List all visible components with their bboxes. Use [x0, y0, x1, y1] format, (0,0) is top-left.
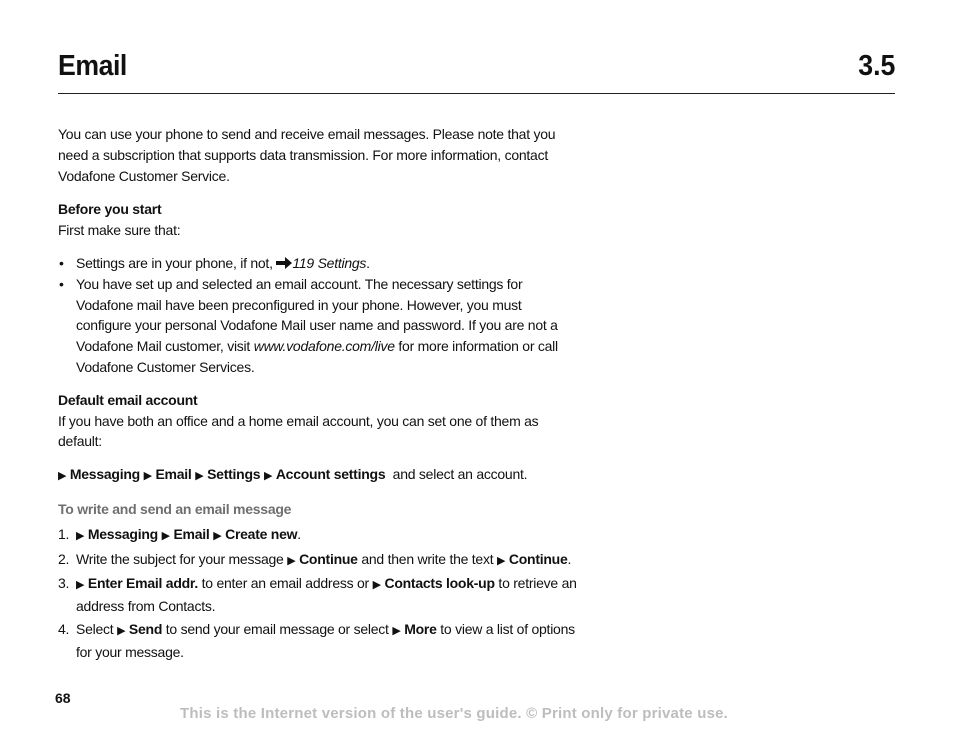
play-arrow-icon: ▶	[143, 470, 152, 483]
list-item: 3. ▶ Enter Email addr. to enter an email address or ▶ Contacts look-up to retrieve an address from Contacts.	[58, 575, 577, 615]
footer-notice: This is the Internet version of the user's guide. © Print only for private use.	[180, 705, 729, 722]
main-content	[58, 124, 578, 665]
settings-reference: 119 Settings	[292, 254, 367, 271]
vodafone-live-link[interactable]: www.vodafone.com/live	[253, 338, 395, 355]
intro-paragraph: You can use your phone to send and receive email messages. Please note that you need a subscription that supports data transmission. For more information, contact Vodafone Customer Service.	[58, 126, 556, 184]
play-arrow-icon: ▶	[117, 624, 126, 637]
play-arrow-icon: ▶	[58, 470, 67, 483]
page-number: 68	[55, 690, 71, 706]
play-arrow-icon: ▶	[287, 554, 296, 567]
before-lead: First make sure that:	[58, 222, 181, 239]
list-item: • You have set up and selected an email account. The necessary settings for Vodafone mail have been preconfigured in your phone. However, you must configure your personal Vodafone Mail user name and password. If you are not a Vodafone Mail customer, visit www.vodafone.com/live for more information or call Vodafone Customer Services.	[58, 274, 578, 378]
before-heading: Before you start	[58, 201, 162, 218]
list-item: 1. ▶ Messaging ▶ Email ▶ Create new.	[58, 525, 301, 542]
write-heading: To write and send an email message	[58, 500, 292, 517]
right-arrow-icon	[276, 254, 292, 266]
play-arrow-icon: ▶	[263, 470, 273, 483]
play-arrow-icon: ▶	[76, 529, 85, 542]
list-item: • Settings are in your phone, if not, 119 Settings.	[58, 253, 578, 274]
play-arrow-icon: ▶	[161, 529, 170, 542]
menu-path: ▶ Messaging ▶ Email ▶ Settings ▶ Account settings and select an account.	[58, 466, 528, 483]
play-arrow-icon: ▶	[76, 579, 85, 592]
play-arrow-icon: ▶	[372, 579, 381, 592]
list-item: 2. Write the subject for your message ▶ Continue and then write the text ▶ Continue.	[58, 550, 572, 567]
list-item: 4. Select ▶ Send to send your email message or select ▶ More to view a list of options for your message.	[58, 620, 575, 660]
requirements-list	[58, 253, 578, 378]
page-header	[58, 50, 895, 94]
play-arrow-icon: ▶	[213, 529, 222, 542]
default-account-heading: Default email account	[58, 391, 198, 408]
play-arrow-icon: ▶	[497, 554, 506, 567]
default-account-text: If you have both an office and a home email account, you can set one of them as default:	[58, 412, 539, 450]
steps-list	[58, 524, 578, 663]
page-title: Email	[58, 50, 127, 82]
play-arrow-icon: ▶	[392, 624, 401, 637]
play-arrow-icon: ▶	[195, 470, 204, 483]
section-number: 3.5	[857, 50, 895, 82]
